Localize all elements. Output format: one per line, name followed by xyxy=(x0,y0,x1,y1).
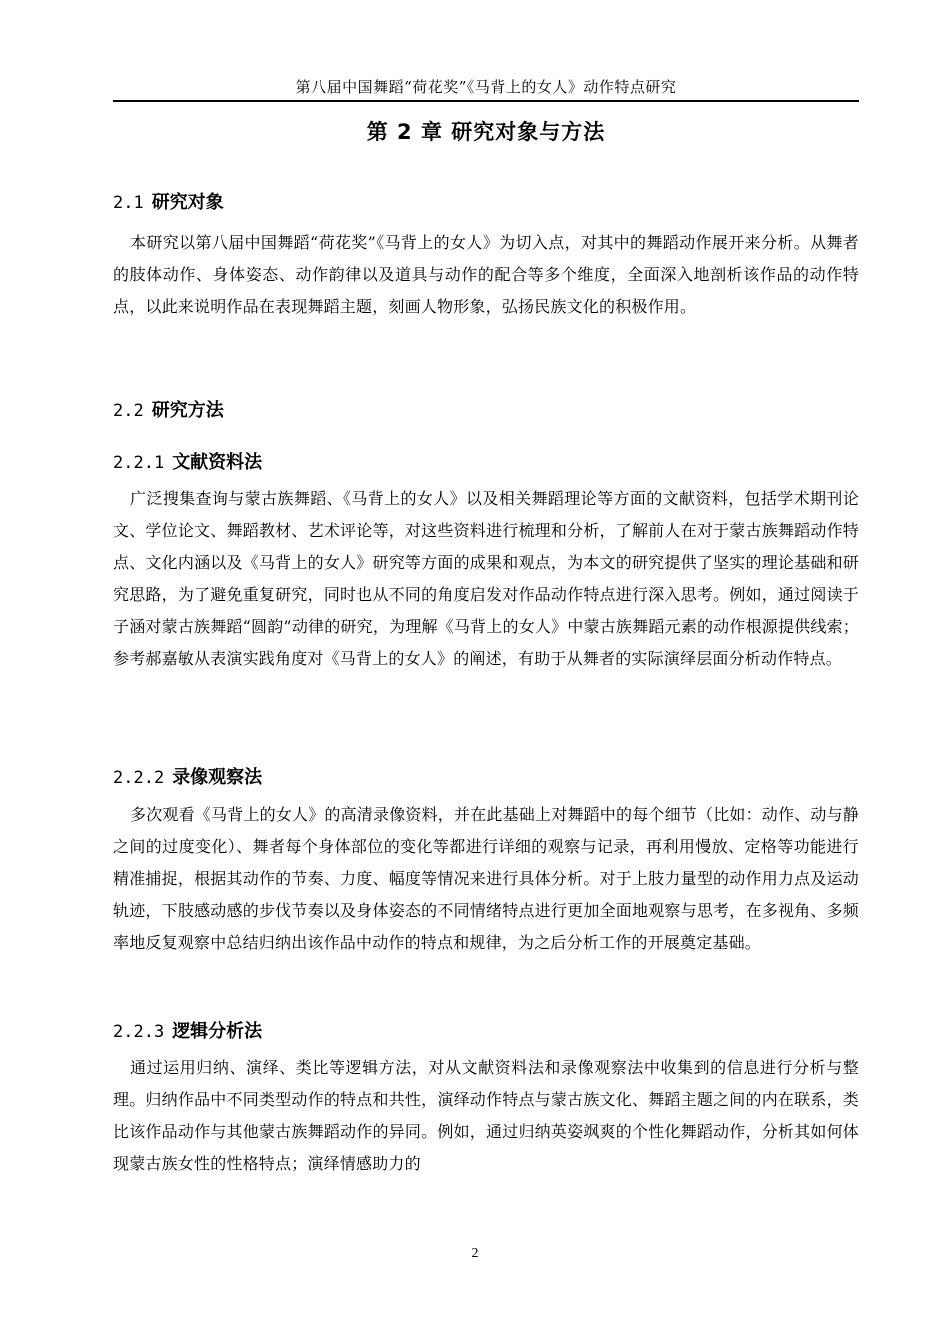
section-number: 2.2.1 xyxy=(113,453,165,473)
section-title: 逻辑分析法 xyxy=(172,1021,263,1042)
section-heading-2-2 xyxy=(113,396,224,422)
section-heading-2-2-3 xyxy=(113,1017,262,1043)
paragraph-literature-method: 广泛搜集查询与蒙古族舞蹈、《马背上的女人》以及相关舞蹈理论等方面的文献资料，包括学术期刊论文、学位论文、舞蹈教材、艺术评论等，对这些资料进行梳理和分析，了解前人在对于蒙古族舞蹈动作特点、文化内涵以及《马背上的女人》研究等方面的成果和观点，为本文的研究提供了坚实的理论基础和研究思路，为了避免重复研究，同时也从不同的角度启发对作品动作特点进行深入思考。例如，通过阅读于子涵对蒙古族舞蹈“圆韵”动律的研究，为理解《马背上的女人》中蒙古族舞蹈元素的动作根源提供线索；参考郝嘉敏从表演实践角度对《马背上的女人》的阐述，有助于从舞者的实际演绎层面分析动作特点。 xyxy=(113,489,859,668)
paragraph-logic-method: 通过运用归纳、演绎、类比等逻辑方法，对从文献资料法和录像观察法中收集到的信息进行分析与整理。归纳作品中不同类型动作的特点和共性，演绎动作特点与蒙古族文化、舞蹈主题之间的内在联系，类比该作品动作与其他蒙古族舞蹈动作的异同。例如，通过归纳英姿飒爽的个性化舞蹈动作，分析其如何体现蒙古族女性的性格特点；演绎情感助力的 xyxy=(113,1058,859,1173)
header-rule xyxy=(113,100,859,102)
section-title: 文献资料法 xyxy=(172,452,263,473)
section-heading-2-2-2 xyxy=(113,763,262,789)
section-number: 2.2 xyxy=(113,401,144,421)
section-title: 研究对象 xyxy=(151,192,224,213)
running-header: 第八届中国舞蹈“荷花奖”《马背上的女人》动作特点研究 xyxy=(295,78,677,96)
section-title: 录像观察法 xyxy=(172,767,263,788)
section-heading-2-1 xyxy=(113,188,224,214)
paragraph-research-object: 本研究以第八届中国舞蹈“荷花奖”《马背上的女人》为切入点，对其中的舞蹈动作展开来分析。从舞者的肢体动作、身体姿态、动作韵律以及道具与动作的配合等多个维度，全面深入地剖析该作品的动作特点，以此来说明作品在表现舞蹈主题，刻画人物形象，弘扬民族文化的积极作用。 xyxy=(113,233,859,316)
chapter-title: 第 2 章 研究对象与方法 xyxy=(366,120,606,144)
paragraph-video-method: 多次观看《马背上的女人》的高清录像资料，并在此基础上对舞蹈中的每个细节（比如：动作、动与静之间的过度变化）、舞者每个身体部位的变化等都进行详细的观察与记录，再利用慢放、定格等功能进行精准捕捉，根据其动作的节奏、力度、幅度等情况来进行具体分析。对于上肢力量型的动作用力点及运动轨迹，下肢感动感的步伐节奏以及身体姿态的不同情绪特点进行更加全面地观察与思考，在多视角、多频率地反复观察中总结归纳出该作品中动作的特点和规律，为之后分析工作的开展奠定基础。 xyxy=(113,805,860,952)
section-title: 研究方法 xyxy=(151,400,224,421)
page-number: 2 xyxy=(471,1246,479,1261)
section-number: 2.2.2 xyxy=(113,768,165,788)
section-number: 2.1 xyxy=(113,193,144,213)
section-number: 2.2.3 xyxy=(113,1022,165,1042)
section-heading-2-2-1 xyxy=(113,448,262,474)
